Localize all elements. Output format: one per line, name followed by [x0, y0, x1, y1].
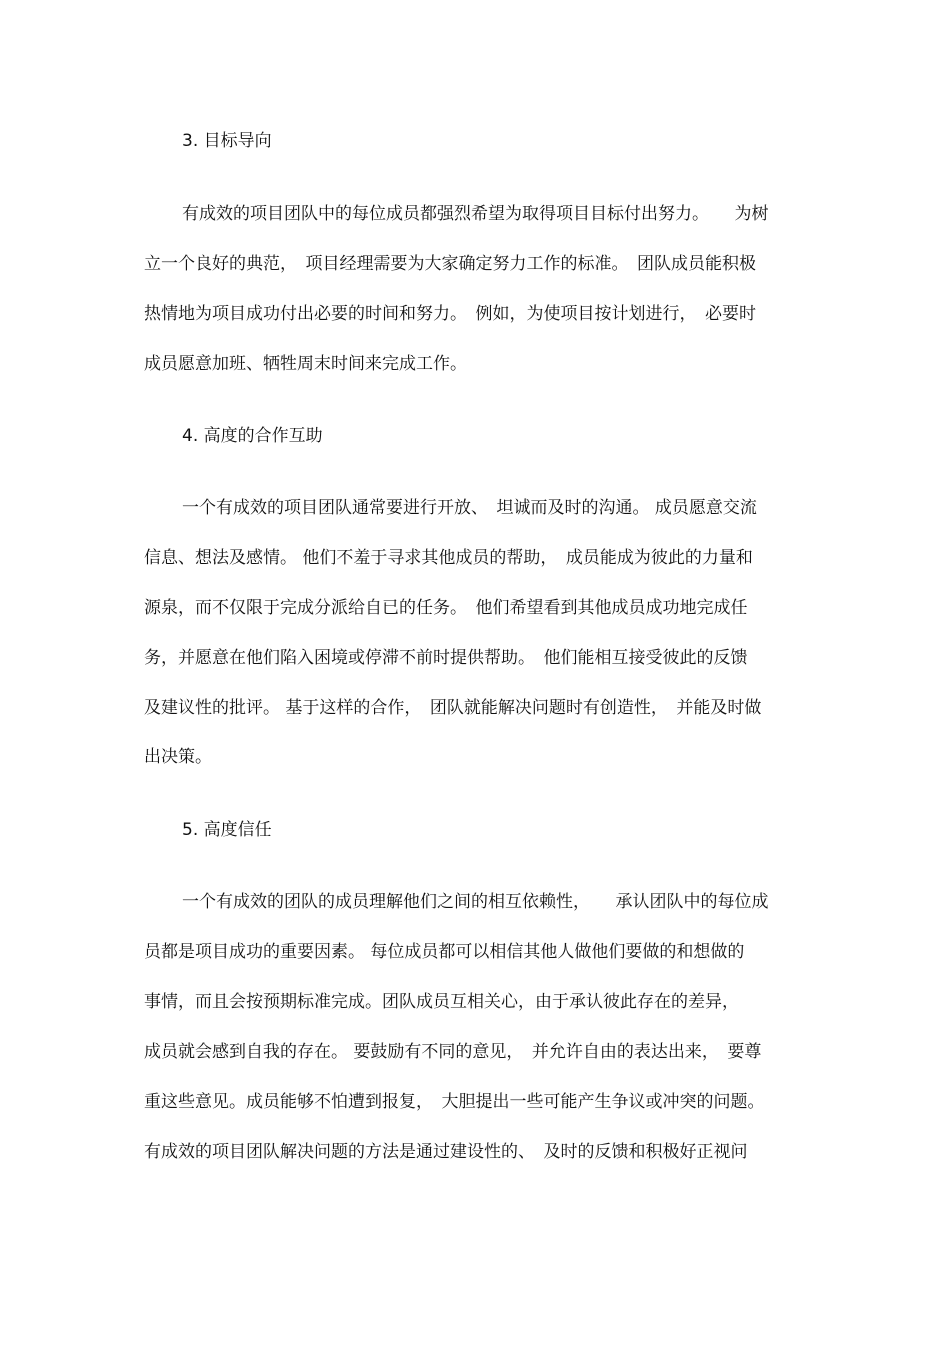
paragraph-line: 重这些意见。成员能够不怕遭到报复， 大胆提出一些可能产生争议或冲突的问题。: [144, 1092, 765, 1112]
paragraph-line: 一个有成效的团队的成员理解他们之间的相互依赖性， 承认团队中的每位成: [182, 892, 769, 912]
paragraph-line: 务，并愿意在他们陷入困境或停滞不前时提供帮助。 他们能相互接受彼此的反馈: [144, 648, 748, 668]
paragraph-line: 出决策。: [144, 747, 212, 767]
section-heading-4: 4. 高度的合作互助: [182, 426, 323, 446]
paragraph-line: 员都是项目成功的重要因素。 每位成员都可以相信其他人做他们要做的和想做的: [144, 942, 745, 962]
paragraph-line: 热情地为项目成功付出必要的时间和努力。 例如，为使项目按计划进行， 必要时: [144, 304, 756, 324]
paragraph-line: 有成效的项目团队中的每位成员都强烈希望为取得项目目标付出努力。 为树: [182, 204, 769, 224]
paragraph-line: 事情，而且会按预期标准完成。团队成员互相关心，由于承认彼此存在的差异，: [144, 992, 739, 1012]
paragraph-line: 信息、想法及感情。 他们不羞于寻求其他成员的帮助， 成员能成为彼此的力量和: [144, 548, 753, 568]
paragraph-line: 有成效的项目团队解决问题的方法是通过建设性的、 及时的反馈和积极好正视问: [144, 1142, 748, 1162]
paragraph-line: 成员愿意加班、牺牲周末时间来完成工作。: [144, 354, 467, 374]
section-heading-5: 5. 高度信任: [182, 820, 272, 840]
paragraph-line: 源泉，而不仅限于完成分派给自已的任务。 他们希望看到其他成员成功地完成任: [144, 598, 748, 618]
paragraph-line: 一个有成效的项目团队通常要进行开放、 坦诚而及时的沟通。 成员愿意交流: [182, 498, 757, 518]
section-heading-3: 3. 目标导向: [182, 131, 272, 151]
paragraph-line: 成员就会感到自我的存在。 要鼓励有不同的意见， 并允许自由的表达出来， 要尊: [144, 1042, 762, 1062]
paragraph-line: 及建议性的批评。 基于这样的合作， 团队就能解决问题时有创造性， 并能及时做: [144, 698, 762, 718]
paragraph-line: 立一个良好的典范， 项目经理需要为大家确定努力工作的标准。 团队成员能积极: [144, 254, 756, 274]
